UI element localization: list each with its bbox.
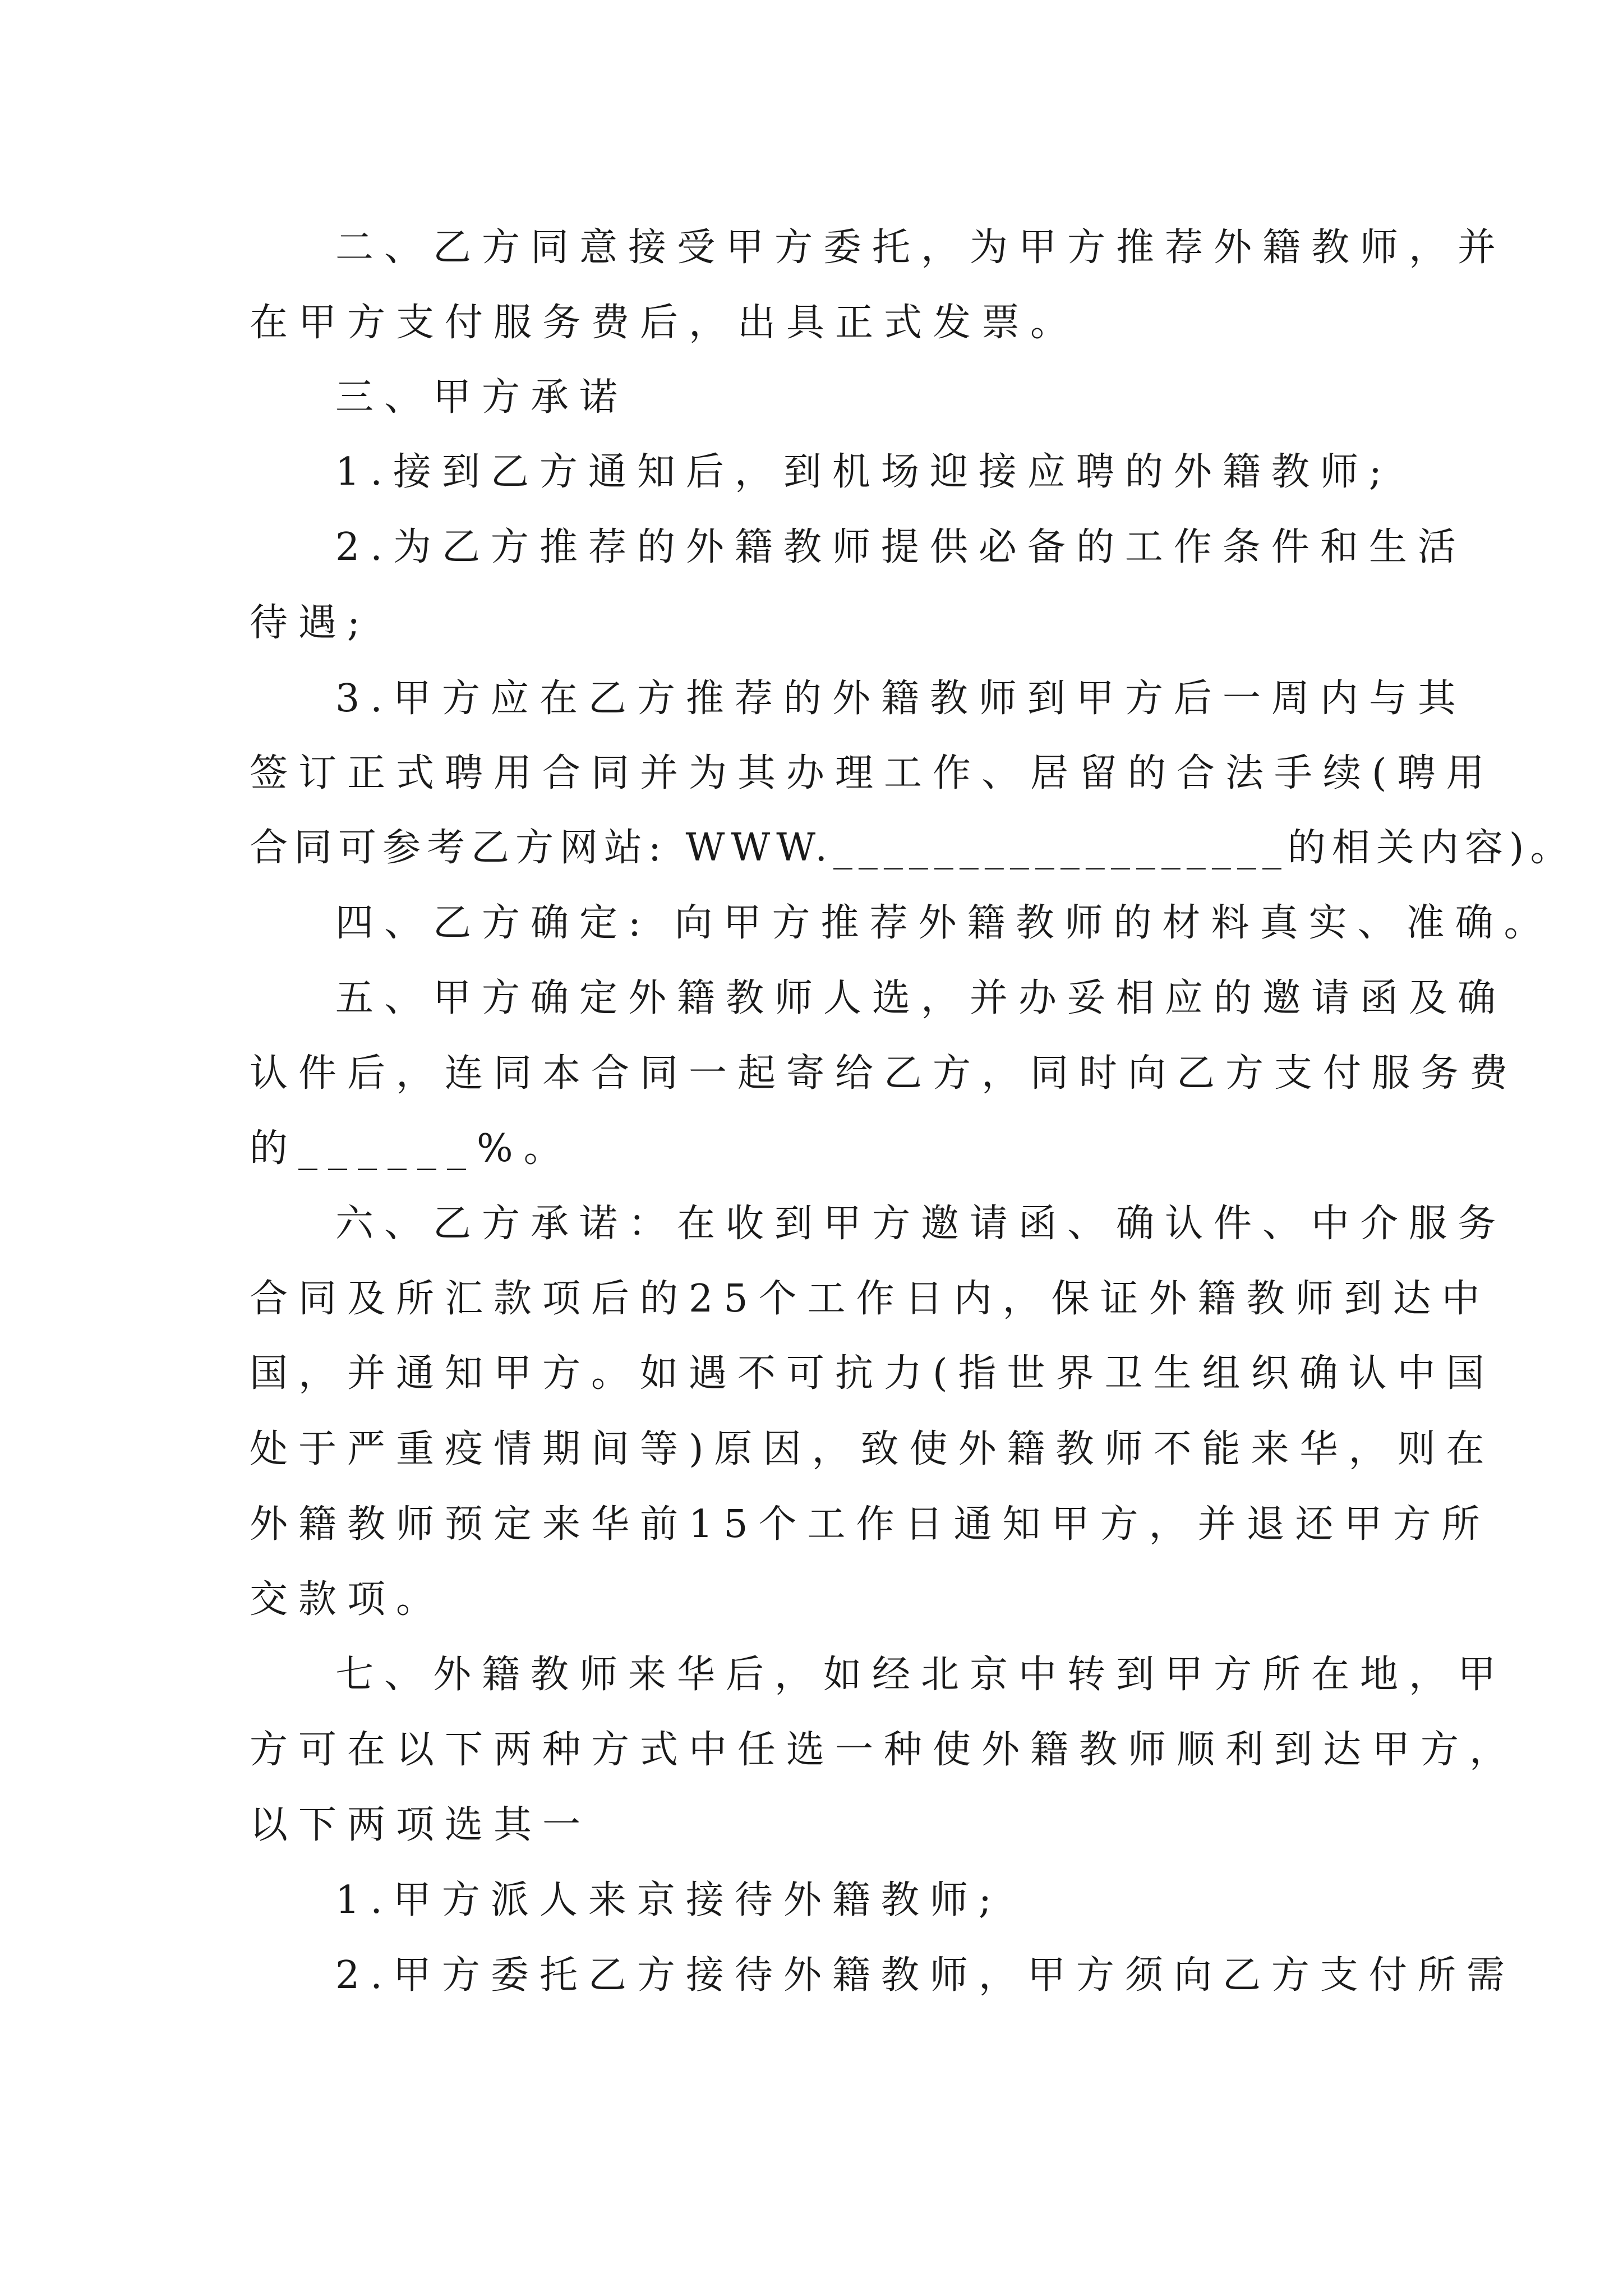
clause-3-heading: 三、甲方承诺 [335,375,629,420]
clause-7-line-1: 七、外籍教师来华后，如经北京中转到甲方所在地，甲 [335,1653,1507,1697]
clause-5-line-3: 的______%。 [250,1126,573,1171]
clause-7-line-2: 方可在以下两种方式中任选一种使外籍教师顺利到达甲方， [250,1728,1519,1772]
clause-6-line-1: 六、乙方承诺：在收到甲方邀请函、确认件、中介服务 [335,1202,1507,1246]
clause-3-item-3-line-1: 3.甲方应在乙方推荐的外籍教师到甲方后一周内与其 [335,677,1467,721]
clause-5-line-2: 认件后，连同本合同一起寄给乙方，同时向乙方支付服务费 [250,1051,1519,1096]
clause-3-item-3-line-2: 签订正式聘用合同并为其办理工作、居留的合法手续(聘用 [250,751,1495,795]
clause-2-line-2: 在甲方支付服务费后，出具正式发票。 [250,301,1080,345]
clause-7-item-2: 2.甲方委托乙方接待外籍教师，甲方须向乙方支付所需 [335,1953,1515,1998]
clause-6-line-5: 外籍教师预定来华前15个工作日通知甲方，并退还甲方所 [250,1502,1491,1547]
clause-3-item-3-line-3: 合同可参考乙方网站: WWW.__________________的相关内容)。 [250,826,1575,870]
clause-7-item-1: 1.甲方派人来京接待外籍教师; [335,1878,1002,1922]
clause-3-item-2-line-1: 2.为乙方推荐的外籍教师提供必备的工作条件和生活 [335,525,1467,569]
clause-2-line-1: 二、乙方同意接受甲方委托，为甲方推荐外籍教师，并 [335,226,1507,270]
clause-3-item-2-line-2: 待遇; [250,601,371,645]
clause-3-item-1: 1.接到乙方通知后，到机场迎接应聘的外籍教师; [335,450,1393,494]
clause-5-line-1: 五、甲方确定外籍教师人选，并办妥相应的邀请函及确 [335,976,1507,1020]
clause-6-line-3: 国，并通知甲方。如遇不可抗力(指世界卫生组织确认中国 [250,1351,1495,1396]
clause-6-line-6: 交款项。 [250,1577,445,1622]
clause-6-line-2: 合同及所汇款项后的25个工作日内，保证外籍教师到达中 [250,1277,1491,1321]
clause-6-line-4: 处于严重疫情期间等)原因，致使外籍教师不能来华，则在 [250,1427,1495,1471]
clause-7-line-3: 以下两项选其一 [250,1803,592,1847]
clause-4: 四、乙方确定: 向甲方推荐外籍教师的材料真实、准确。 [335,901,1553,945]
